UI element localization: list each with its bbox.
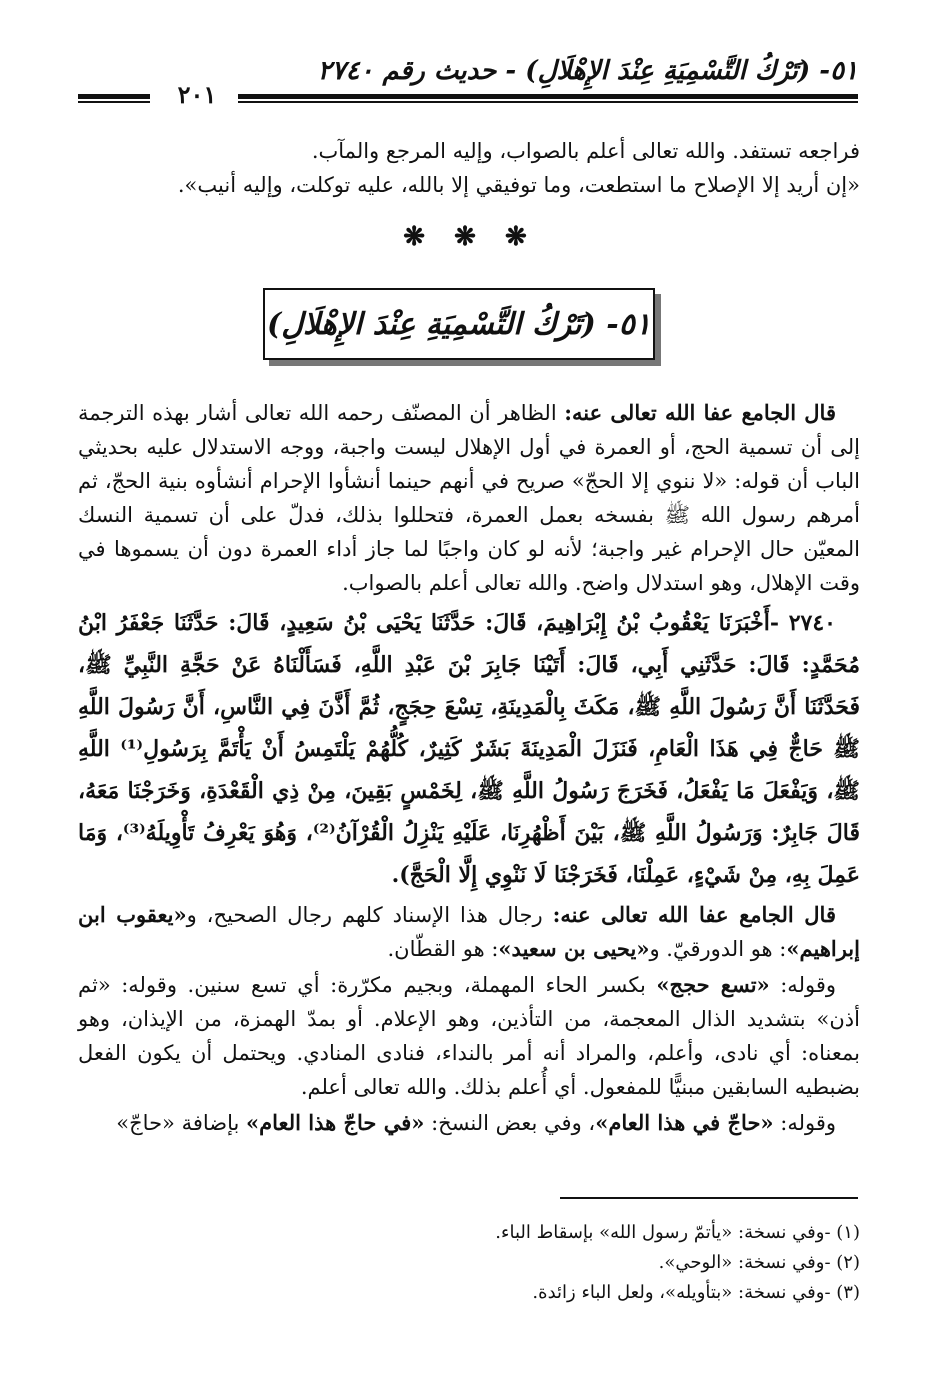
para2-bold-a: «يعقوب ابن إبراهيم» — [78, 902, 860, 961]
commentary-paragraph-3 — [78, 968, 860, 1104]
para4-bold-b: «في حاجّ هذا العام» — [246, 1110, 425, 1135]
para4-bold-a: «حاجّ في هذا العام» — [595, 1110, 774, 1135]
section-separator: ❋ ❋ ❋ — [403, 222, 537, 252]
commentary-paragraph-4 — [78, 1106, 860, 1140]
running-header — [78, 52, 858, 112]
para4-text-a: وقوله: — [773, 1111, 836, 1135]
para4-text-c: بإضافة «حاجّ» — [116, 1111, 247, 1135]
page-number: ٢٠١ — [177, 80, 217, 109]
header-rule-short-thin — [78, 101, 150, 103]
para2-text-a: رجال هذا الإسناد كلهم رجال الصحيح، و — [186, 903, 553, 927]
commentary-paragraph-2 — [78, 898, 860, 966]
commentary-text: الظاهر أن المصنّف رحمه الله تعالى أشار بهذه الترجمة إلى أن تسمية الحج، أو العمرة في أول الإهلال ليست واجبة، ووجه الاستدلال عليه بحديثي الباب أن قوله: «لا ننوي إلا الحجّ» صريح في أنهم حينما أنشأوا الإحرام أنشأوه بنية الحجّ، ثم أمرهم رسول الله ﷺ بفسخه بعمل العمرة، فتحللوا بذلك، فدلّ على أن تسمية النسك المعيّن حال الإحرام غير واجبة؛ لأنه لو كان واجبًا لما جاز أداء العمرة دون أن يسموها في وقت الإهلال، وهو استدلال واضح. والله تعالى أعلم بالصواب. — [78, 401, 860, 595]
para4-text-b: ، وفي بعض النسخ: — [424, 1111, 596, 1135]
footnote-2: (٢) -وفي نسخة: «الوحي». — [658, 1252, 860, 1273]
para3-text-a: وقوله: — [769, 973, 836, 997]
para3-bold-a: «تسع حجج» — [656, 972, 770, 997]
intro-text — [78, 134, 860, 202]
header-rule — [238, 94, 858, 99]
header-rule-thin — [238, 101, 858, 103]
main-body — [78, 396, 860, 1142]
para2-bold-b: «يحيى بن سعيد» — [498, 936, 650, 961]
commentary-paragraph-1 — [78, 396, 860, 600]
footnote-divider — [560, 1197, 858, 1199]
footnote-1: (١) -وفي نسخة: «يأتمّ رسول الله» بإسقاط الباء. — [495, 1222, 860, 1243]
header-title: ٥١- (تَرْكُ التَّسْمِيَةِ عِنْدَ الإِهْلَالِ) - حديث رقم ٢٧٤٠ — [317, 56, 858, 86]
hadith-text: ٢٧٤٠ -أَخْبَرَنَا يَعْقُوبُ بْنُ إِبْرَاهِيمَ، قَالَ: حَدَّثَنَا يَحْيَى بْنُ سَعِيدٍ، قَالَ: حَدَّثَنَا جَعْفَرُ ابْنُ مُحَمَّدٍ: قَالَ: حَدَّثَنِي أَبِي، قَالَ: أَتَيْنَا جَابِرَ بْنَ عَبْدِ اللَّهِ، فَسَأَلْنَاهُ عَنْ حَجَّةِ النَّبِيِّ ﷺ، فَحَدَّثَنَا أَنَّ رَسُولَ اللَّهِ ﷺ، مَكَثَ بِالْمَدِينَةِ، تِسْعَ حِجَجٍ، ثُمَّ أَذَّنَ فِي النَّاسِ، أَنَّ رَسُولَ اللَّهِ ﷺ حَاجٌّ فِي هَذَا الْعَامِ، فَنَزَلَ الْمَدِينَةَ بَشَرٌ كَثِيرٌ، كُلُّهُمْ يَلْتَمِسُ أَنْ يَأْتَمَّ بِرَسُولِ⁽¹⁾ اللَّهِ ﷺ، وَيَفْعَلَ مَا يَفْعَلُ، فَخَرَجَ رَسُولُ اللَّهِ ﷺ، لِخَمْسٍ بَقِينَ، مِنْ ذِي الْقَعْدَةِ، وَخَرَجْنَا مَعَهُ، قَالَ جَابِرٌ: وَرَسُولُ اللَّهِ ﷺ، بَيْنَ أَظْهُرِنَا، عَلَيْهِ يَنْزِلُ الْقُرْآنُ⁽²⁾، وَهُوَ يَعْرِفُ تَأْوِيلَهُ⁽³⁾، وَمَا عَمِلَ بِهِ، مِنْ شَيْءٍ، عَمِلْنَا، فَخَرَجْنَا لَا نَنْوِي إِلَّا الْحَجَّ). — [78, 610, 860, 888]
intro-line-2: «إن أريد إلا الإصلاح ما استطعت، وما توفيقي إلا بالله، عليه توكلت، وإليه أنيب». — [177, 173, 860, 197]
chapter-title: ٥١- (تَرْكُ التَّسْمِيَةِ عِنْدَ الإِهْلَالِ) — [267, 306, 651, 342]
intro-line-1: فراجعه تستفد. والله تعالى أعلم بالصواب، وإليه المرجع والمآب. — [311, 139, 860, 163]
header-rule-short — [78, 94, 150, 99]
footnote-3: (٣) -وفي نسخة: «بتأويله»، ولعل الباء زائدة. — [532, 1282, 860, 1303]
commentary-lead: قال الجامع عفا الله تعالى عنه: — [564, 400, 836, 425]
para2-text-c: : هو القطّان. — [387, 937, 499, 961]
chapter-heading — [263, 288, 655, 360]
para2-text-b: : هو الدورقيّ. و — [649, 937, 787, 961]
commentary-lead-2: قال الجامع عفا الله تعالى عنه: — [552, 902, 836, 927]
para3-text-b: بكسر الحاء المهملة، وبجيم مكرّرة: أي تسع سنين. وقوله: «ثم أذن» بتشديد الذال المعجمة، من التأذين، وهو الإعلام. أو بمدّ الهمزة، من الإيذان، وهو بمعناه: أي نادى، وأعلم، والمراد أنه أمر بالنداء، فنادى المنادي. ويحتمل أن يكون الفعل بضبطيه السابقين مبنيًّا للمفعول. أي أُعلم بذلك. والله تعالى أعلم. — [78, 973, 860, 1099]
footnotes — [78, 1218, 860, 1308]
